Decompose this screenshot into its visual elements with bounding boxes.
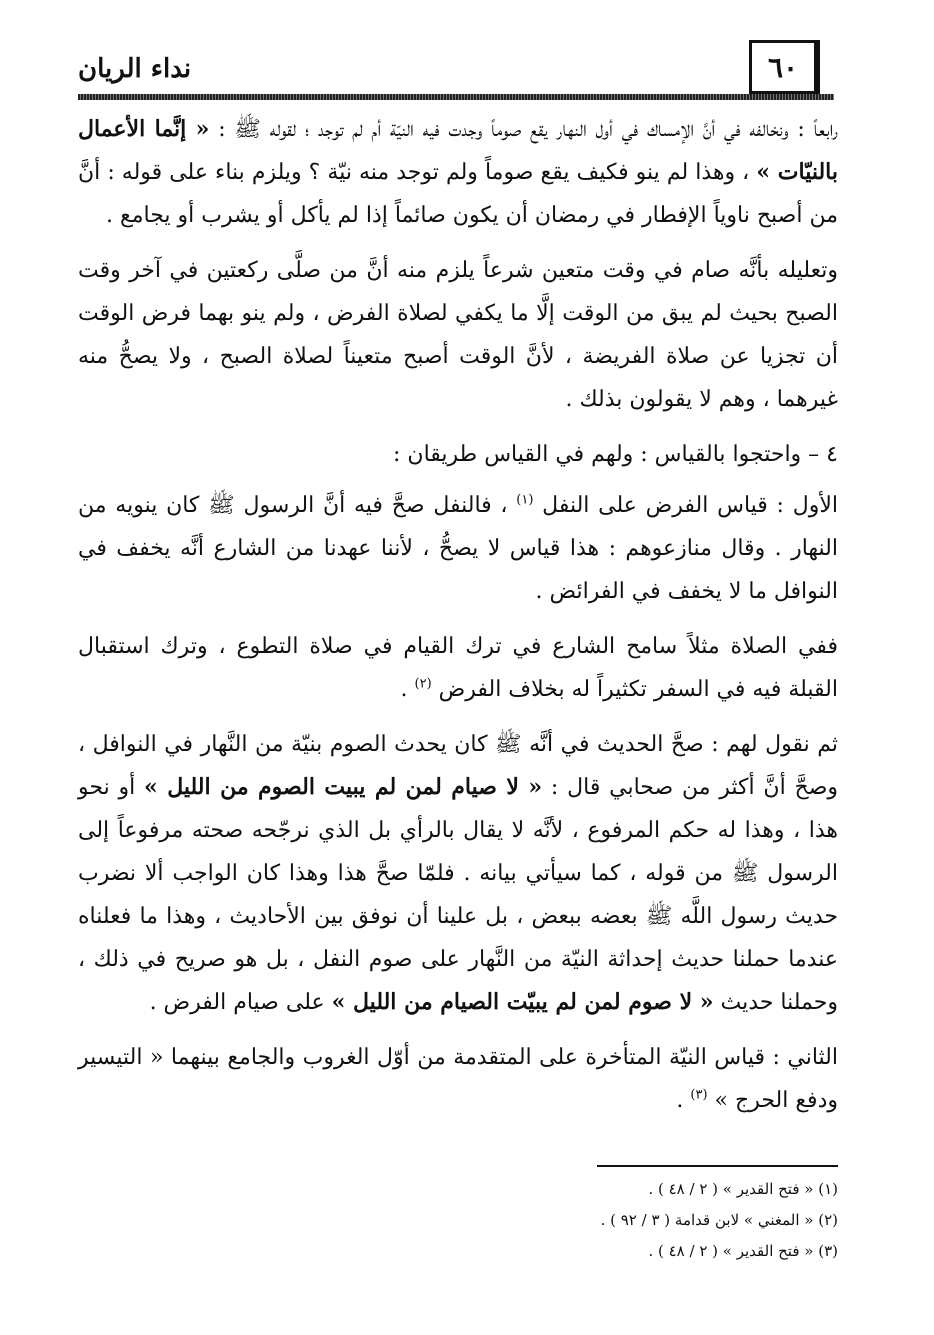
paragraph-text: ٤ – واحتجوا بالقياس : ولهم في القياس طريقان : xyxy=(393,442,838,467)
footnote-ref: (١) xyxy=(516,492,534,508)
main-text xyxy=(78,108,838,1134)
paragraph-text: ، فالنفل صحَّ فيه أنَّ الرسول ﷺ كان ينويه من النهار . وقال منازعوهم : هذا قياس لا يصحُّ ، لأننا عهدنا من الشارع أنَّه يخفف في النوافل ما لا يخفف في الفرائض . xyxy=(78,493,838,604)
quoted-hadith: « لا صوم لمن لم يبيّت الصيام من الليل » xyxy=(331,989,714,1015)
paragraph-text: . xyxy=(676,1088,691,1113)
quoted-hadith: « لا صيام لمن لم يبيت الصوم من الليل » xyxy=(144,774,543,800)
quoted-hadith: « إنَّما الأعمال بالنيّات » xyxy=(78,116,838,185)
paragraph-text: . xyxy=(400,677,415,702)
paragraph xyxy=(78,484,838,613)
paragraph-text: على صيام الفرض . xyxy=(149,990,332,1015)
page-number-box xyxy=(749,40,820,96)
running-title: نداء الريان xyxy=(78,54,192,84)
footnote-ref: (٣) xyxy=(690,1087,708,1103)
paragraph xyxy=(78,1036,838,1122)
paragraph-text: ، وهذا لم ينو فكيف يقع صوماً ولم توجد منه نيّة ؟ ويلزم بناء على قوله : أنَّ من أصبح ناوياً الإفطار في رمضان أن يكون صائماً إذا لم يأكل أو يشرب أو يجامع . xyxy=(78,160,838,228)
footnote: (٣) « فتح القدير » ( ٢ / ٤٨ ) . xyxy=(648,1242,838,1260)
footnote-ref: (٢) xyxy=(414,676,432,692)
paragraph xyxy=(78,249,838,421)
page-number: ٦٠ xyxy=(767,50,799,84)
header-rule xyxy=(78,94,834,100)
paragraph-text: ثم نقول لهم : صحَّ الحديث في أنَّه ﷺ كان يحدث الصوم بنيّة من النَّهار في النوافل ، وصحَّ أنَّ أكثر من صحابي قال : xyxy=(78,732,838,800)
paragraph-text: الثاني : قياس النيّة المتأخرة على المتقدمة من أوّل الغروب والجامع بينهما « التيسير ودفع الحرج » xyxy=(78,1045,838,1113)
paragraph-text: أو نحو هذا ، وهذا له حكم المرفوع ، لأنَّه لا يقال بالرأي بل الذي نرجّحه صحته مرفوعاً إلى الرسول ﷺ من قوله ، كما سيأتي بيانه . فلمّا صحَّ هذا وهذا كان الواجب ألا نضرب حديث رسول اللَّه ﷺ بعضه ببعض ، بل علينا أن نوفق بين الأحاديث ، وهذا ما فعلناه عندما حملنا حديث إحداثة النيّة من النَّهار على صوم النفل ، بل هو صريح في ذلك ، وحملنا حديث xyxy=(78,775,838,1015)
footnotes xyxy=(78,1174,838,1267)
paragraph-text: وتعليله بأنَّه صام في وقت متعين شرعاً يلزم منه أنَّ من صلَّى ركعتين في آخر وقت الصبح بحيث لم يبق من الوقت إلَّا ما يكفي لصلاة الفرض ، ولم ينو بهما فرض الوقت أن تجزيا عن صلاة الفريضة ، لأنَّ الوقت أصبح متعيناً لصلاة الصبح ، ولا يصحُّ منه غيرهما ، وهم لا يقولون بذلك . xyxy=(78,258,838,412)
footnote: (٢) « المغني » لابن قدامة ( ٣ / ٩٢ ) . xyxy=(600,1211,838,1229)
page-header xyxy=(78,40,834,102)
footnote: (١) « فتح القدير » ( ٢ / ٤٨ ) . xyxy=(648,1180,838,1198)
paragraph xyxy=(78,108,838,237)
paragraph-text: ففي الصلاة مثلاً سامح الشارع في ترك القيام في صلاة التطوع ، وترك استقبال القبلة فيه في السفر تكثيراً له بخلاف الفرض xyxy=(78,634,838,702)
paragraph-text: الأول : قياس الفرض على النفل xyxy=(533,493,838,518)
paragraph xyxy=(78,625,838,711)
paragraph xyxy=(78,723,838,1024)
footnote-separator xyxy=(597,1165,838,1167)
paragraph-text: رابعاً : ونخالفه في أنَّ الإمساك في أول النهار يقع صوماً وجدت فيه النيّة أم لم توجد ؛ لقوله ﷺ : xyxy=(209,117,838,142)
paragraph xyxy=(78,433,838,476)
